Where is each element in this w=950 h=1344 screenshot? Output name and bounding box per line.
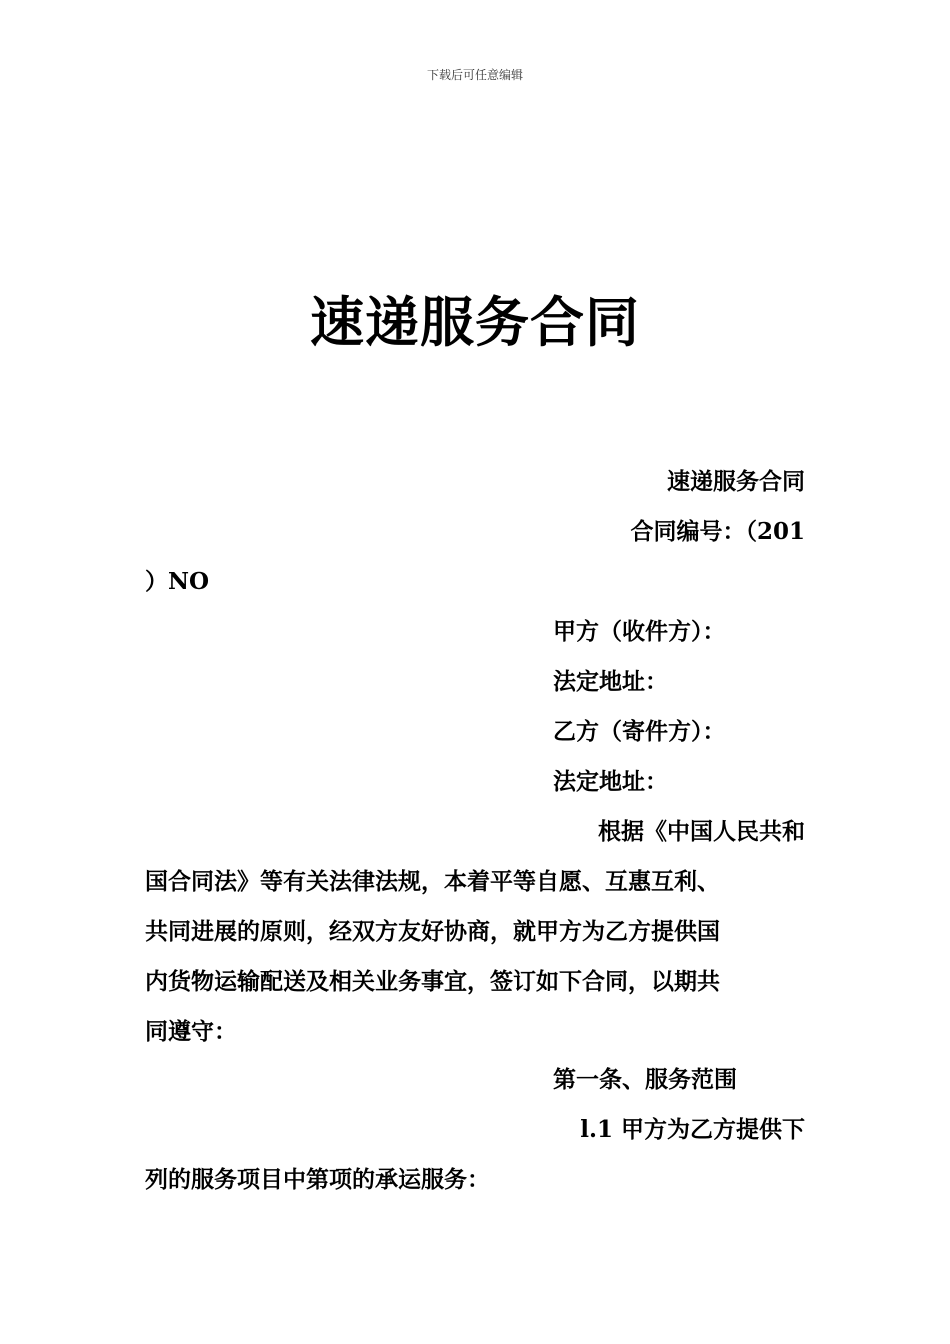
preamble-line-4: 内货物运输配送及相关业务事宜，签订如下合同，以期共 bbox=[145, 968, 720, 995]
page-title: 速递服务合同 bbox=[310, 291, 640, 354]
preamble-line-2: 国合同法》等有关法律法规，本着平等自愿、互惠互利、 bbox=[145, 868, 720, 895]
article-1-heading: 第一条、服务范围 bbox=[553, 1066, 737, 1093]
contract-number-label: 合同编号：（201 bbox=[630, 518, 805, 545]
preamble-line-1: 根据《中国人民共和 bbox=[598, 818, 805, 845]
article-1-clause-line-1: l.1 甲方为乙方提供下 bbox=[580, 1116, 805, 1143]
subtitle: 速递服务合同 bbox=[667, 468, 805, 495]
article-1-clause-line-2: 列的服务项目中第项的承运服务： bbox=[145, 1166, 490, 1193]
header-note: 下载后可任意编辑 bbox=[426, 68, 523, 82]
party-a-address-label: 法定地址： bbox=[553, 668, 668, 695]
party-b-address-label: 法定地址： bbox=[553, 768, 668, 795]
party-a-label: 甲方（收件方）： bbox=[553, 618, 726, 645]
party-b-label: 乙方（寄件方）： bbox=[553, 718, 726, 745]
preamble-line-3: 共同进展的原则，经双方友好协商，就甲方为乙方提供国 bbox=[145, 918, 720, 945]
contract-number-suffix: ）NO bbox=[145, 568, 210, 595]
preamble-line-5: 同遵守： bbox=[145, 1018, 237, 1045]
